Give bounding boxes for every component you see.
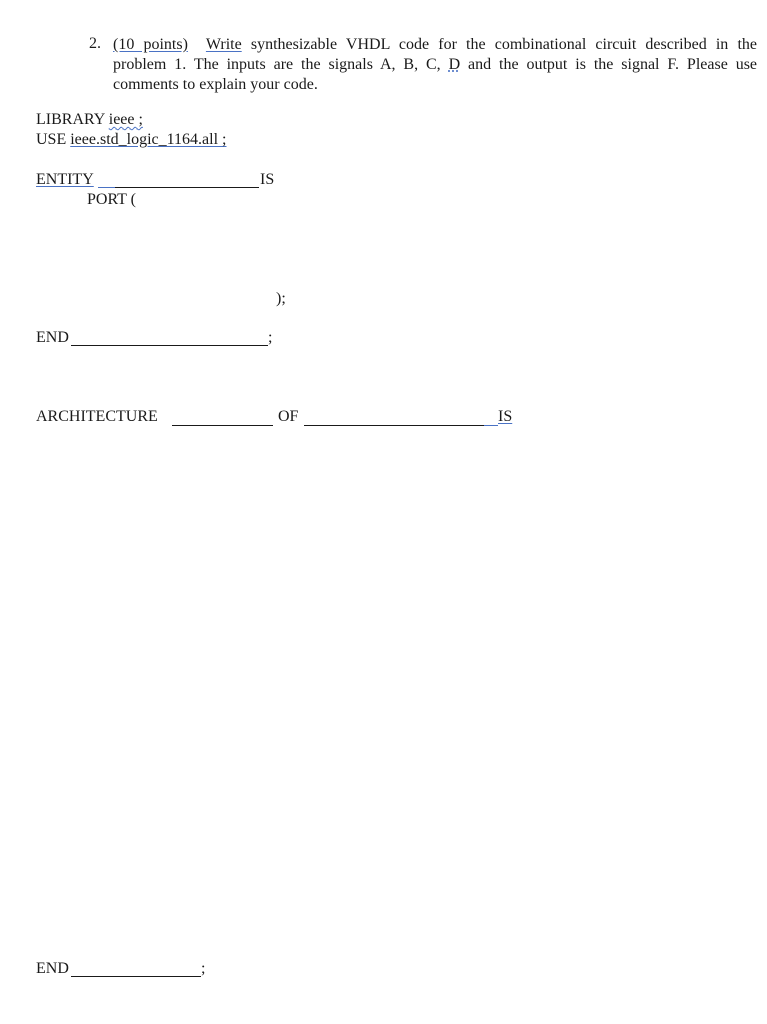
question-line-3: comments to explain your code. [113, 76, 318, 93]
library-keyword: LIBRARY [36, 111, 105, 128]
entity-keyword: ENTITY [36, 171, 94, 188]
use-keyword: USE [36, 131, 67, 148]
question-line-1-rest: synthesizable VHDL code for the combinational circuit described in the [250, 36, 757, 53]
port-keyword: PORT ( [87, 191, 136, 208]
question-text [113, 35, 757, 95]
signal-d: D [448, 56, 461, 73]
library-name: ieee ; [108, 111, 143, 128]
question-line-2-pre: problem 1. The inputs are the signals A, B, C, [113, 56, 441, 73]
arch-is-underline-lead [484, 425, 498, 426]
end-architecture-name-blank[interactable] [71, 976, 201, 977]
entity-is-keyword: IS [260, 171, 275, 188]
end-entity-semicolon: ; [268, 329, 273, 346]
architecture-is-keyword: IS [498, 408, 513, 425]
question-line-2-post: and the output is the signal F. Please use [468, 56, 758, 73]
end-entity-keyword: END [36, 329, 69, 346]
architecture-entity-blank[interactable] [304, 425, 484, 426]
write-word: Write [205, 36, 242, 53]
points-label: (10 points) [113, 36, 188, 53]
entity-name-blank[interactable] [115, 187, 259, 188]
end-entity-name-blank[interactable] [71, 345, 268, 346]
end-architecture-semicolon: ; [201, 960, 206, 977]
architecture-keyword: ARCHITECTURE [36, 408, 158, 425]
use-package-name: ieee.std_logic_1164.all ; [70, 131, 227, 148]
library-line [36, 111, 143, 129]
question-line-2 [113, 55, 757, 75]
entity-keyword-underline-tail [98, 187, 115, 188]
question-number: 2. [89, 35, 101, 52]
of-keyword: OF [278, 408, 299, 425]
question-line-1 [113, 35, 757, 55]
use-line [36, 131, 227, 149]
port-close: ); [276, 290, 286, 307]
architecture-name-blank[interactable] [172, 425, 273, 426]
end-architecture-keyword: END [36, 960, 69, 977]
